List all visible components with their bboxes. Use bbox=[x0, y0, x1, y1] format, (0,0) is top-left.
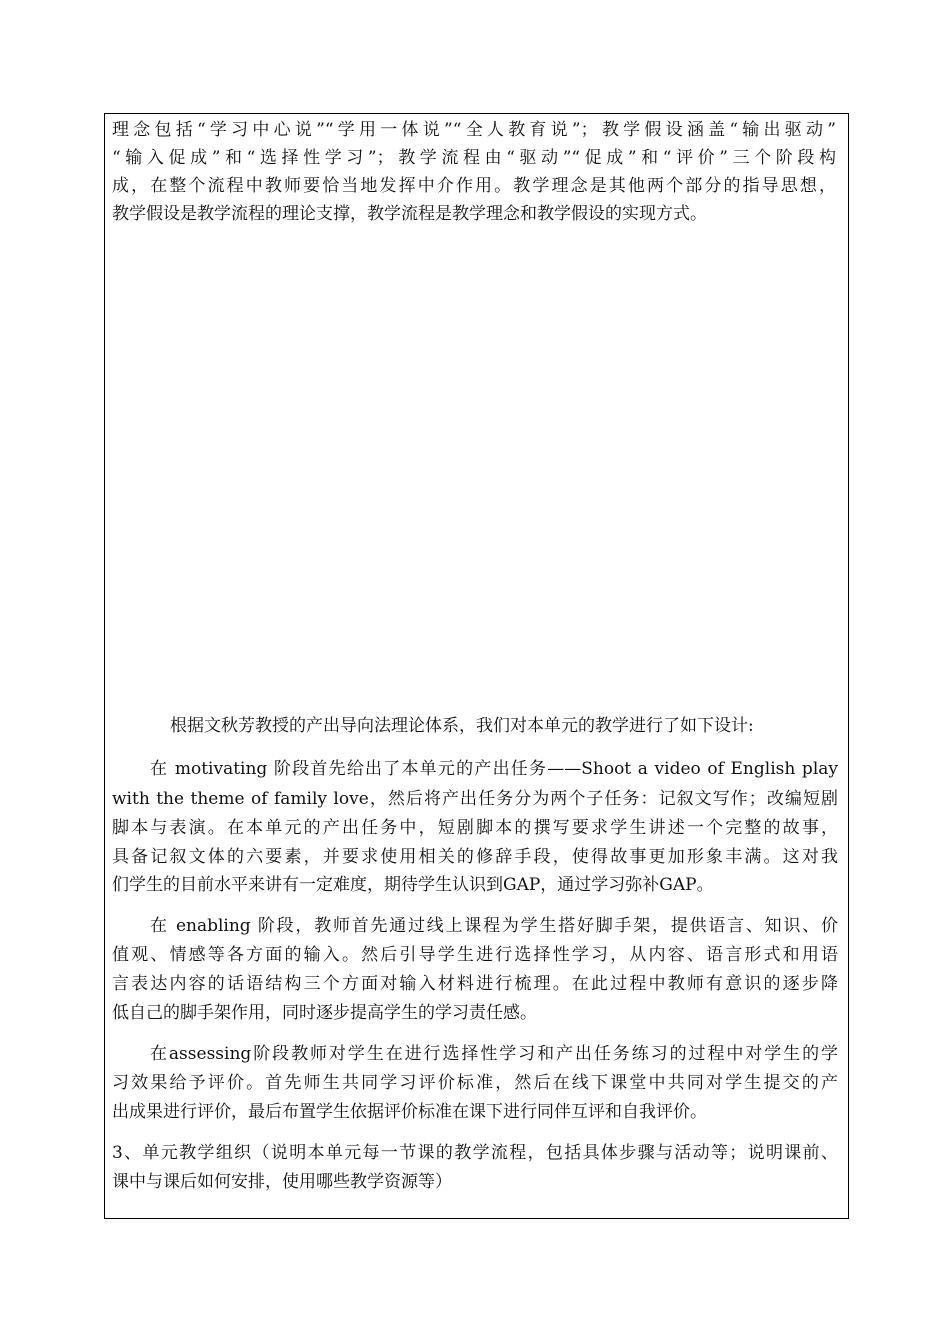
motivating-line-5: 们学生的目前水平来讲有一定难度，期待学生认识到GAP，通过学习弥补GAP。 bbox=[112, 875, 714, 895]
enabling-line-4: 低自己的脚手架作用，同时逐步提高学生的学习责任感。 bbox=[112, 1003, 537, 1023]
intro-line-2: “输入促成”和“选择性学习”；教学流程由“驱动”“促成”和“评价”三个阶段构 bbox=[112, 148, 836, 168]
enabling-line-3: 言表达内容的话语结构三个方面对输入材料进行梳理。在此过程中教师有意识的逐步降 bbox=[112, 974, 838, 994]
motivating-line-4: 具备记叙文体的六要素，并要求使用相关的修辞手段，使得故事更加形象丰满。这对我 bbox=[112, 847, 838, 867]
motivating-line-2: with the theme of family love，然后将产出任务分为两个子任务：记叙文写作；改编短剧 bbox=[112, 789, 838, 809]
assessing-line-3: 出成果进行评价，最后布置学生依据评价标准在课下进行同伴互评和自我评价。 bbox=[112, 1102, 707, 1122]
section-3-line-2: 课中与课后如何安排，使用哪些教学资源等） bbox=[112, 1172, 452, 1192]
enabling-line-1: 在 enabling 阶段，教师首先通过线上课程为学生搭好脚手架，提供语言、知识、价 bbox=[150, 916, 838, 936]
motivating-line-3: 脚本与表演。在本单元的产出任务中，短剧脚本的撰写要求学生讲述一个完整的故事， bbox=[112, 818, 838, 838]
section-3-line-1: 3、单元教学组织（说明本单元每一节课的教学流程，包括具体步骤与活动等；说明课前、 bbox=[112, 1143, 838, 1163]
assessing-line-1: 在assessing阶段教师对学生在进行选择性学习和产出任务练习的过程中对学生的学 bbox=[150, 1044, 838, 1064]
enabling-line-2: 值观、情感等各方面的输入。然后引导学生进行选择性学习，从内容、语言形式和用语 bbox=[112, 945, 838, 965]
intro-line-3: 成，在整个流程中教师要恰当地发挥中介作用。教学理念是其他两个部分的指导思想， bbox=[112, 176, 836, 196]
design-intro: 根据文秋芳教授的产出导向法理论体系，我们对本单元的教学进行了如下设计: bbox=[170, 716, 754, 736]
motivating-line-1: 在 motivating 阶段首先给出了本单元的产出任务——Shoot a video of English play bbox=[150, 759, 838, 779]
intro-line-1: 理念包括“学习中心说”“学用一体说”“全人教育说”；教学假设涵盖“输出驱动” bbox=[112, 120, 836, 140]
intro-line-4: 教学假设是教学流程的理论支撑，教学流程是教学理念和教学假设的实现方式。 bbox=[112, 204, 707, 224]
assessing-line-2: 习效果给予评价。首先师生共同学习评价标准，然后在线下课堂中共同对学生提交的产 bbox=[112, 1073, 838, 1093]
